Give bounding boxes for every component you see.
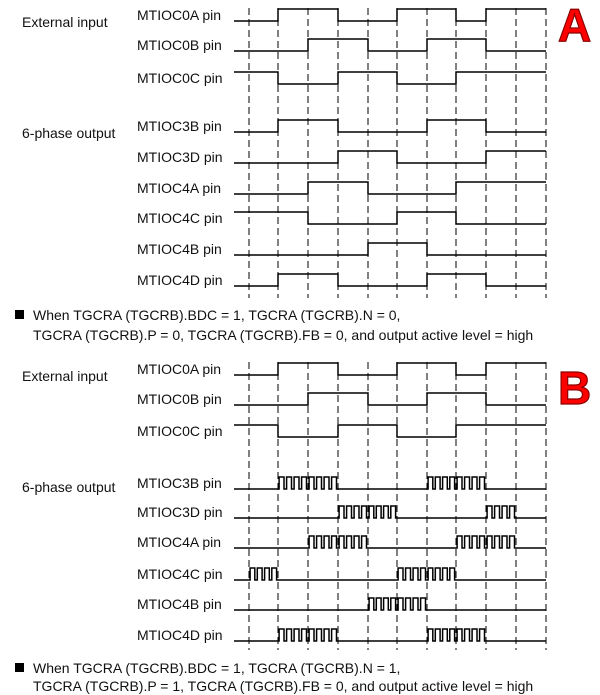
- panel-a-mtioc0c-pin-waveform: [234, 72, 546, 84]
- panel-a-mtioc4d-pin-waveform: [234, 274, 546, 286]
- panel-a-note-bullet: [15, 310, 24, 319]
- panel-b-mtioc3b-pin-waveform: [234, 477, 546, 489]
- panel-a-mtioc3b-pin-waveform: [234, 120, 546, 132]
- panel-a-mtioc4b-pin-waveform: [234, 243, 546, 255]
- panel-b-mtioc4d-pin-waveform: [234, 629, 546, 641]
- panel-a-signals: [137, 7, 546, 288]
- panel-b-mtioc0b-pin-label: MTIOC0B pin: [137, 391, 222, 407]
- panel-a-badge: A: [558, 0, 592, 51]
- panel-a-note-line1: When TGCRA (TGCRB).BDC = 1, TGCRA (TGCRB).N = 0,: [33, 307, 401, 323]
- panel-b-note-bullet: [15, 663, 24, 672]
- panel-a-mtioc3d-pin-waveform: [234, 151, 546, 163]
- panel-a-mtioc0b-pin-waveform: [234, 39, 546, 51]
- panel-a-mtioc3b-pin-label: MTIOC3B pin: [137, 118, 222, 134]
- panel-b-mtioc0c-pin-waveform: [234, 425, 546, 437]
- panel-a: [15, 0, 591, 343]
- panel-b-external-input-label: External input: [22, 368, 108, 384]
- panel-b-mtioc4a-pin-waveform: [234, 536, 546, 548]
- panel-b-mtioc0a-pin-label: MTIOC0A pin: [137, 361, 222, 377]
- panel-a-mtioc4a-pin-label: MTIOC4A pin: [137, 180, 222, 196]
- panel-b-mtioc4b-pin-waveform: [234, 598, 546, 610]
- panel-a-mtioc4b-pin-label: MTIOC4B pin: [137, 241, 222, 257]
- panel-a-mtioc4c-pin-label: MTIOC4C pin: [137, 210, 223, 226]
- panel-a-mtioc0b-pin-label: MTIOC0B pin: [137, 37, 222, 53]
- panel-b-badge: B: [558, 362, 592, 414]
- panel-b-note-line1: When TGCRA (TGCRB).BDC = 1, TGCRA (TGCRB).N = 1,: [33, 660, 401, 676]
- panel-b-six-phase-label: 6-phase output: [22, 479, 116, 495]
- panel-b-mtioc3d-pin-label: MTIOC3D pin: [137, 504, 223, 520]
- panel-b-mtioc4b-pin-label: MTIOC4B pin: [137, 596, 222, 612]
- panel-a-six-phase-label: 6-phase output: [22, 125, 116, 141]
- panel-a-note-line2: TGCRA (TGCRB).P = 0, TGCRA (TGCRB).FB = 0, and output active level = high: [33, 327, 534, 343]
- panel-b-mtioc4d-pin-label: MTIOC4D pin: [137, 627, 223, 643]
- panel-b-mtioc4a-pin-label: MTIOC4A pin: [137, 534, 222, 550]
- panel-a-mtioc0a-pin-label: MTIOC0A pin: [137, 7, 222, 23]
- panel-a-mtioc3d-pin-label: MTIOC3D pin: [137, 149, 223, 165]
- panel-a-mtioc4a-pin-waveform: [234, 182, 546, 194]
- panel-b-mtioc4c-pin-label: MTIOC4C pin: [137, 566, 223, 582]
- panel-a-mtioc0c-pin-label: MTIOC0C pin: [137, 70, 223, 86]
- panel-b-mtioc4c-pin-waveform: [234, 568, 546, 580]
- panel-a-external-input-label: External input: [22, 14, 108, 30]
- panel-b-mtioc0b-pin-waveform: [234, 393, 546, 405]
- panel-b: [15, 361, 591, 694]
- panel-b-mtioc0a-pin-waveform: [234, 363, 546, 375]
- panel-a-mtioc4d-pin-label: MTIOC4D pin: [137, 272, 223, 288]
- panel-b-mtioc0c-pin-label: MTIOC0C pin: [137, 423, 223, 439]
- panel-b-mtioc3d-pin-waveform: [234, 506, 546, 518]
- panel-b-note-line2: TGCRA (TGCRB).P = 1, TGCRA (TGCRB).FB = 0, and output active level = high: [33, 678, 534, 694]
- panel-b-mtioc3b-pin-label: MTIOC3B pin: [137, 475, 222, 491]
- panel-a-mtioc4c-pin-waveform: [234, 212, 546, 224]
- panel-b-signals: [137, 361, 546, 643]
- panel-a-mtioc0a-pin-waveform: [234, 9, 546, 21]
